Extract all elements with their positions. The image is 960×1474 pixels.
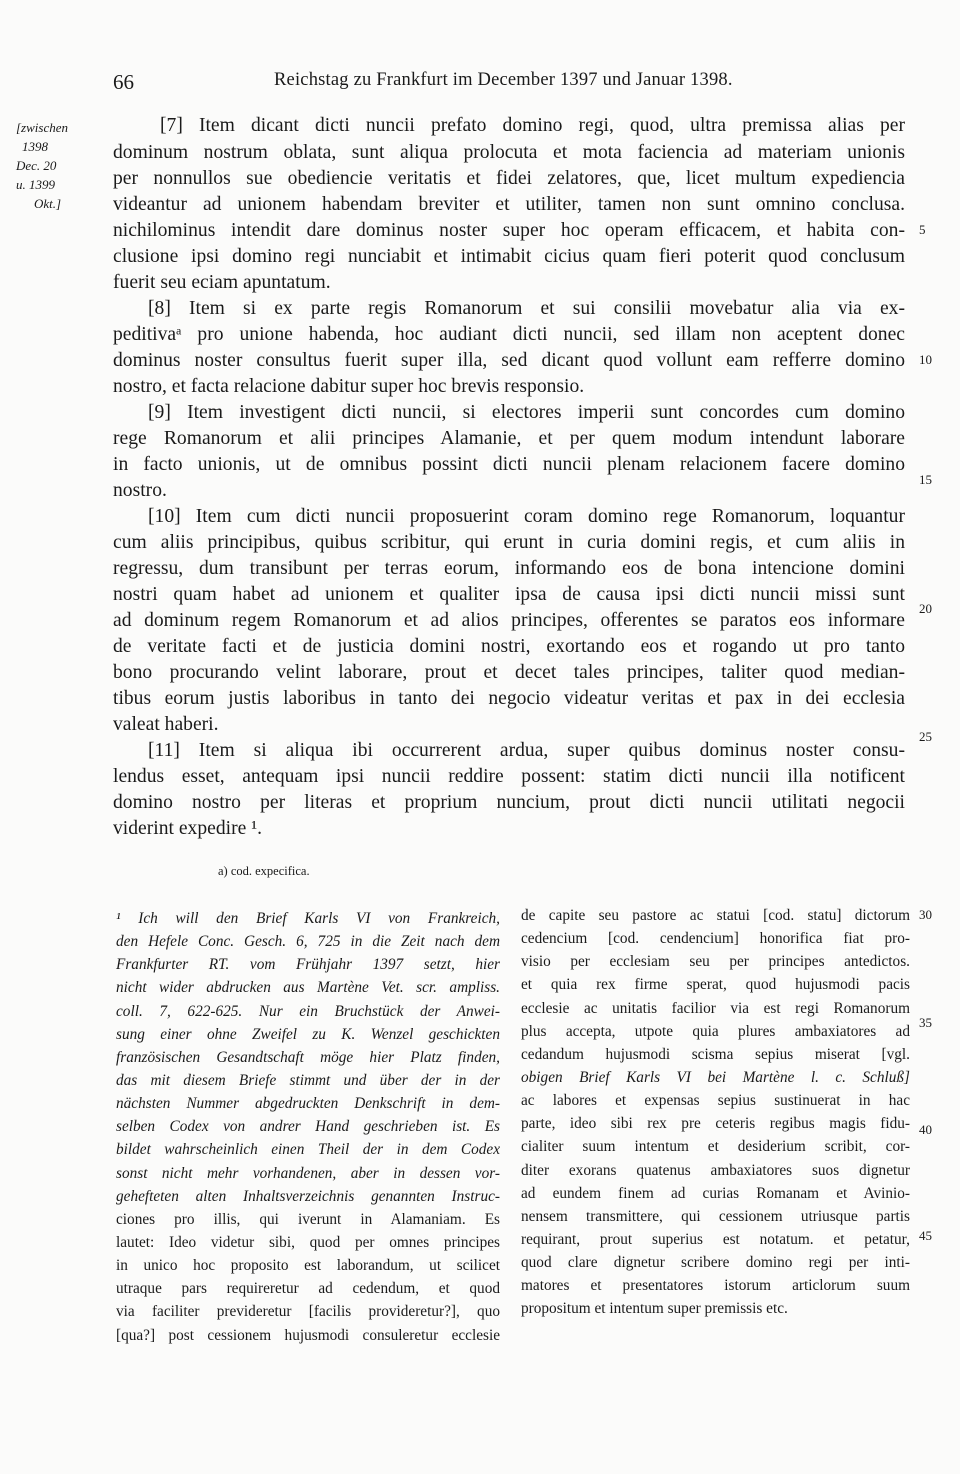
footnote-line: in unico hoc proposito est laborandum, ut scilicet	[116, 1257, 500, 1275]
text-line: domino nostro per literas et proprium nuncium, prout dicti nuncii utilitati negocii	[113, 792, 905, 813]
footnote-line: diter exorans quatenus ambaxiatores suos dignetur	[521, 1161, 910, 1179]
footnote-line: visio per ecclesiam seu per principes antedictos.	[521, 953, 910, 971]
footnote-line: parte, ideo sibi rex pre ceteris regibus magis fidu-	[521, 1115, 910, 1133]
line-number: 10	[919, 352, 932, 367]
line-number: 15	[919, 472, 932, 487]
text-line: [10] Item cum dicti nuncii proposuerint coram domino rege Romanorum, loquantur	[148, 506, 905, 527]
footnote-line: nächsten Nummer abgedruckten Denkschrift in dem-	[116, 1095, 500, 1113]
footnote-line: de capite seu pastore ac statui [cod. statu] dictorum	[521, 907, 910, 924]
footnote-line: sung einer ohne Zweifel zu K. Wenzel geschickten	[116, 1025, 500, 1043]
line-number: 40	[919, 1122, 932, 1137]
footnote-line: französischen Gesandtschaft möge hier Platz finden,	[116, 1048, 500, 1066]
footnote-line: gehefteten alten Inhaltsverzeichnis genannten Instruc-	[116, 1187, 500, 1205]
footnote-line: nicht wider abdrucken aus Martène Vet. scr. ampliss.	[116, 979, 500, 997]
text-line: bono procurando velint laborare, prout et decet tales principes, taliter quod median-	[113, 662, 905, 683]
text-line: [7] Item dicant dicti nuncii prefato domino regi, quod, ultra premissa alias per	[160, 115, 905, 136]
text-line: nostri quam habet ad unionem et qualiter ipsa de causa ipsi dicti nuncii missi sunt	[113, 584, 905, 605]
text-line: nostro.	[113, 480, 167, 501]
text-line: peditivaᵃ pro unione habenda, hoc audiant dicti nuncii, sed illam non aceptent donec	[113, 324, 905, 345]
text-line: in facto unionis, ut de omnibus possint dicti nuncii plenam relacionem facere domino	[113, 454, 905, 475]
line-number: 25	[919, 729, 932, 744]
text-line: viderint expedire ¹.	[113, 818, 262, 839]
footnote-line: coll. 7, 622-625. Nur ein Bruchstück der Anwei-	[116, 1002, 500, 1020]
footnote-line: via faciliter previderetur [facilis provideretur?], quo	[116, 1303, 500, 1321]
text-line: lendus esset, antequam ipsi nuncii reddire possent: statim dicti nuncii illa notificent	[113, 766, 905, 787]
footnote-line: obigen Brief Karls VI bei Martène l. c. Schluß]	[521, 1068, 910, 1086]
text-line: rege Romanorum et alii principes Alamanie, et per quem modum intendunt laborare	[113, 428, 905, 449]
text-line: dominum nostrum oblata, sunt aliqua prolocuta et mota faciencia ad materiam unionis	[113, 142, 905, 163]
text-line: nostro, et facta relacione dabitur super hoc brevis responsio.	[113, 376, 585, 397]
footnote-line: sonst nicht mehr vorhandenen, aber in dessen vor-	[116, 1164, 500, 1182]
margin-line: Okt.]	[34, 196, 62, 211]
margin-date-note	[16, 118, 106, 213]
footnote-line: plus accepta, utpote quia plures ambaxiatores ad	[521, 1022, 910, 1040]
text-line: dominus noster consultus fuerit super illa, sed dicant quod vollunt eam refferre domino	[113, 350, 905, 371]
line-number: 30	[919, 907, 932, 922]
text-line: tibus eorum justis laboribus in tanto dei negocio videatur veritas et pax in dei ecclesia	[113, 688, 905, 709]
text-line: de veritate facti et de justicia domini nostri, exortando eos et rogando ut pro tanto	[113, 636, 905, 657]
margin-line: u. 1399	[16, 177, 55, 192]
footnote-line: selben Codex von andrer Hand geschrieben ist. Es	[116, 1118, 500, 1136]
margin-line: Dec. 20	[16, 158, 57, 173]
footnote-line: cedencium [cod. cendencium] honorifica fiat pro-	[521, 930, 910, 948]
footnote-1-right-column	[521, 904, 910, 1321]
margin-line: 1398	[22, 139, 48, 154]
margin-line: [zwischen	[16, 120, 68, 135]
footnote-a: a) cod. expecifica.	[218, 864, 310, 878]
text-line: nichilominus intendit dare dominus noster super hoc operam efficacem, et habita con-	[113, 220, 905, 241]
text-line: valeat haberi.	[113, 714, 219, 735]
running-title: Reichstag zu Frankfurt im December 1397 und Januar 1398.	[274, 70, 733, 90]
page-number: 66	[113, 70, 134, 94]
text-line: clusione ipsi domino regi nunciabit et intimabit cicius quam fieri poterit quod conclusum	[113, 246, 905, 267]
text-line: [8] Item si ex parte regis Romanorum et sui consilii movebatur alia via ex-	[148, 298, 905, 319]
footnote-line: requirant, prout superius est notatum. et petatur,	[521, 1230, 910, 1248]
text-line: per nonnullos sue obediencie veritatis et fidei zelatores, que, licet multum expediencia	[113, 168, 905, 189]
line-number: 5	[919, 222, 926, 237]
line-number: 45	[919, 1228, 932, 1243]
footnote-line: ecclesie ac unitatis facilior via est regi Romanorum	[521, 999, 910, 1017]
footnote-line: [qua?] post cessionem hujusmodi consuleretur ecclesie	[116, 1326, 500, 1344]
footnote-line: ciones pro illis, qui iverunt in Alamaniam. Es	[116, 1210, 500, 1228]
footnote-line: lautet: Ideo videtur sibi, quod per omnes principes	[116, 1233, 500, 1251]
footnote-line: bildet wahrscheinlich einen Theil der in dem Codex	[116, 1141, 500, 1159]
text-line: videantur ad unionem habendam breviter et utiliter, tamen non sunt omnino conclusa.	[113, 194, 905, 215]
text-line: fuerit seu eciam apuntatum.	[113, 272, 331, 293]
footnote-line: cialiter suum intentum et desiderium scribit, cor-	[521, 1138, 910, 1156]
footnote-line: ad eundem finem ad curias Romanam et Avinio-	[521, 1184, 910, 1202]
footnote-line: ac labores et expensas sepius sustinuerat in hac	[521, 1092, 910, 1110]
footnote-line: Frankfurter RT. vom Frühjahr 1397 setzt, hier	[116, 956, 500, 974]
footnote-line: matores et presentatores istorum articlorum suum	[521, 1277, 910, 1295]
footnote-line: quod clare dignetur scribere domino regi per inti-	[521, 1254, 910, 1272]
footnote-line: et quia rex firme sperat, quod hujusmodi pacis	[521, 976, 910, 994]
footnote-line: das mit diesem Briefe stimmt und über der in der	[116, 1071, 500, 1089]
text-line: ad dominum regem Romanorum et ad alios principes, offerentes se paratos eos informare	[113, 610, 905, 631]
footnote-line: den Hefele Conc. Gesch. 6, 725 in die Zeit nach dem	[116, 933, 500, 951]
footnote-line: propositum et intentum super premissis etc.	[521, 1300, 788, 1318]
footnote-line: nensem transmittere, qui cessionem utriusque partis	[521, 1207, 910, 1225]
text-line: regressu, dum transibunt per terras eorum, informando eos de bona intencione domini	[113, 558, 905, 579]
footnote-line: cedandum hujusmodi scisma sepius miserat [vgl.	[521, 1045, 910, 1063]
text-line: [9] Item investigent dicti nuncii, si electores imperii sunt concordes cum domino	[148, 402, 905, 423]
text-line: cum aliis principibus, quibus scribitur, qui erunt in curia domini regis, et cum aliis in	[113, 532, 905, 553]
footnote-line: utraque pars requireretur ad cedendum, et quod	[116, 1280, 500, 1298]
footnote-1-left-column	[116, 907, 500, 1347]
text-line: [11] Item si aliqua ibi occurrerent ardua, super quibus dominus noster consu-	[148, 740, 905, 761]
line-number: 35	[919, 1015, 932, 1030]
line-number: 20	[919, 601, 932, 616]
footnote-line: ¹ Ich will den Brief Karls VI von Frankreich,	[116, 910, 500, 927]
